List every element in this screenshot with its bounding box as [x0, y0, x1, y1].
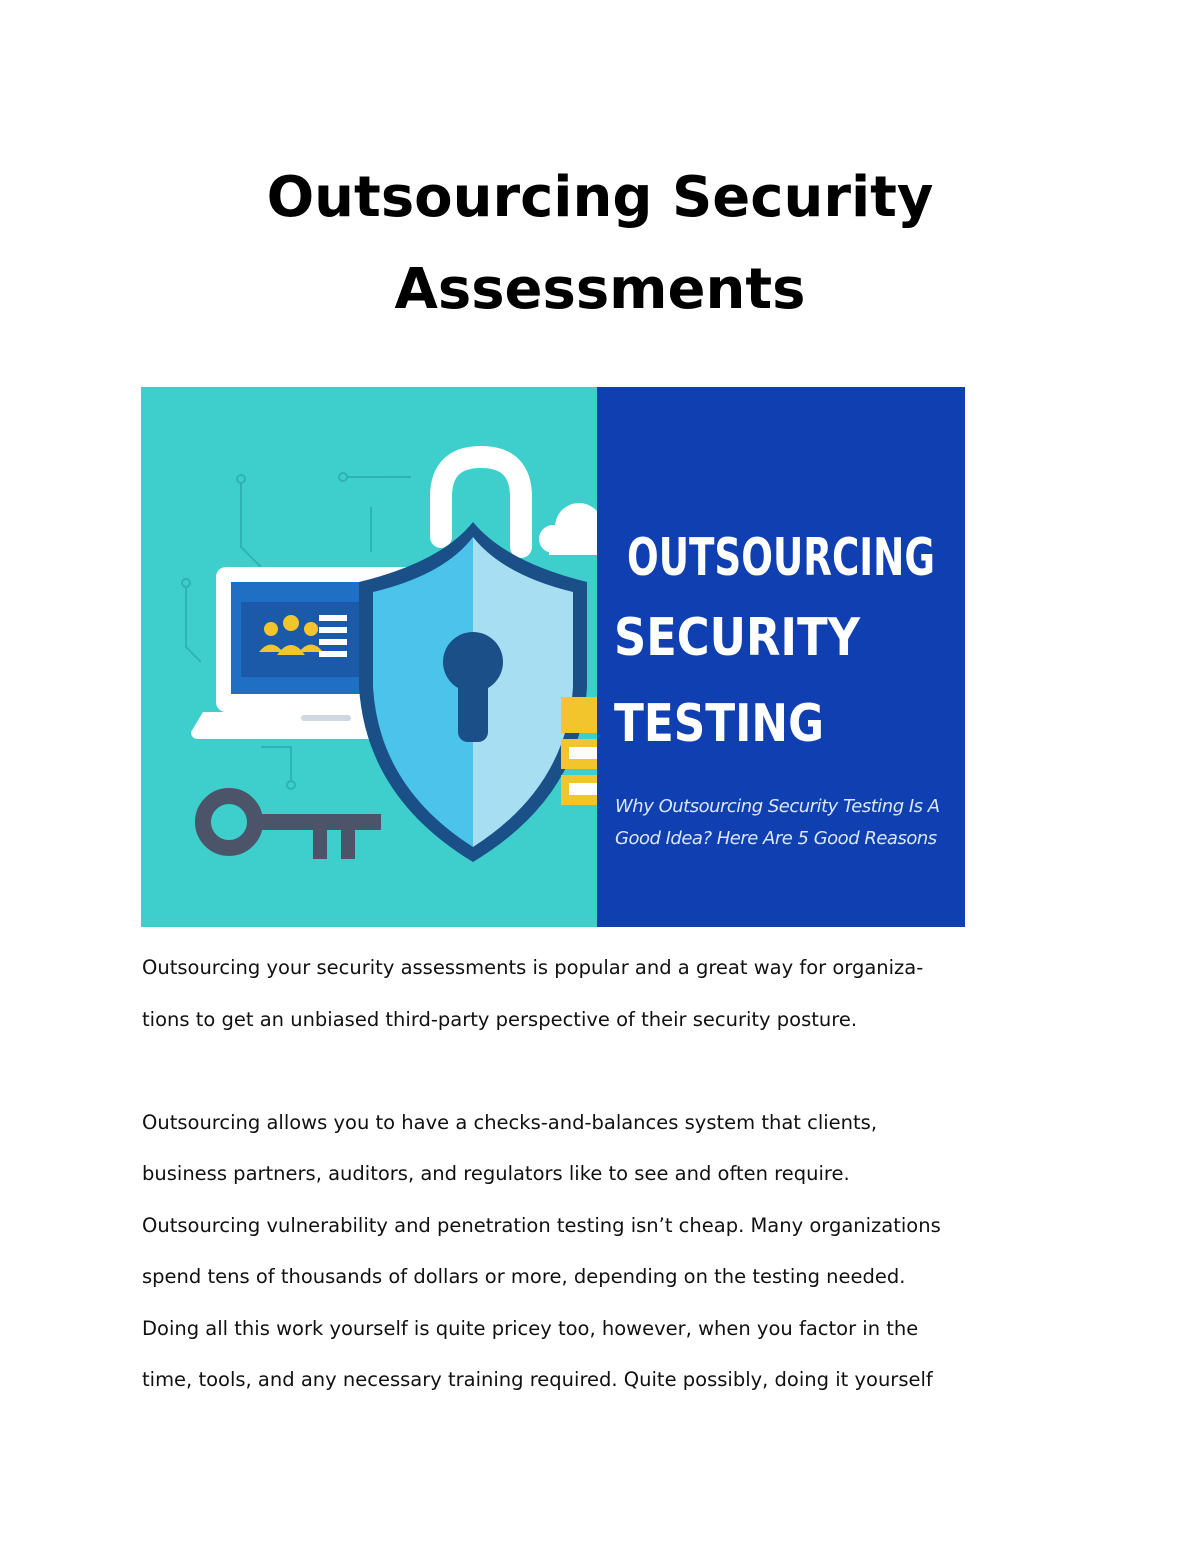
body-text: [142, 942, 1062, 1406]
paragraph-line: tions to get an unbiased third-party perspective of their security posture.: [142, 1007, 858, 1031]
paragraph-line: time, tools, and any necessary training required. Quite possibly, doing it yourself: [142, 1368, 933, 1391]
banner-heading-line-2: SECURITY: [614, 608, 862, 668]
paragraph-gap: [142, 1045, 1062, 1097]
server-icon: [561, 697, 597, 805]
page-title-line: Assessments: [394, 257, 806, 322]
paragraph-line: spend tens of thousands of dollars or more, depending on the testing needed.: [142, 1265, 906, 1288]
illustration-panel: [141, 387, 597, 927]
banner-text: [597, 387, 965, 927]
banner-heading-block: [597, 505, 965, 779]
security-illustration: [141, 387, 597, 927]
banner-subtitle-line: Good Idea? Here Are 5 Good Reasons: [615, 828, 937, 849]
banner-heading-line-1: OUTSOURCING: [627, 528, 935, 588]
banner-subtitle: [615, 791, 955, 855]
page-title: [0, 152, 1200, 336]
paragraph-line: Outsourcing vulnerability and penetration testing isn’t cheap. Many organizations: [142, 1213, 941, 1237]
paragraph-line: Outsourcing allows you to have a checks-and-balances system that clients,: [142, 1110, 878, 1134]
page-title-line: Outsourcing Security: [266, 165, 934, 230]
paragraph-line: business partners, auditors, and regulators like to see and often require.: [142, 1162, 850, 1185]
key-icon: [203, 796, 381, 859]
paragraph-line: Doing all this work yourself is quite pricey too, however, when you factor in the: [142, 1316, 919, 1340]
paragraph-line: Outsourcing your security assessments is popular and a great way for organiza-: [142, 956, 924, 979]
banner-heading-svg: [597, 505, 965, 775]
paragraph-2: [142, 1097, 1062, 1406]
banner-subtitle-line: Why Outsourcing Security Testing Is A: [615, 796, 940, 817]
paragraph-1: [142, 942, 1062, 1045]
banner-heading-line-3: TESTING: [614, 694, 824, 754]
cloud-icon: [539, 503, 603, 555]
